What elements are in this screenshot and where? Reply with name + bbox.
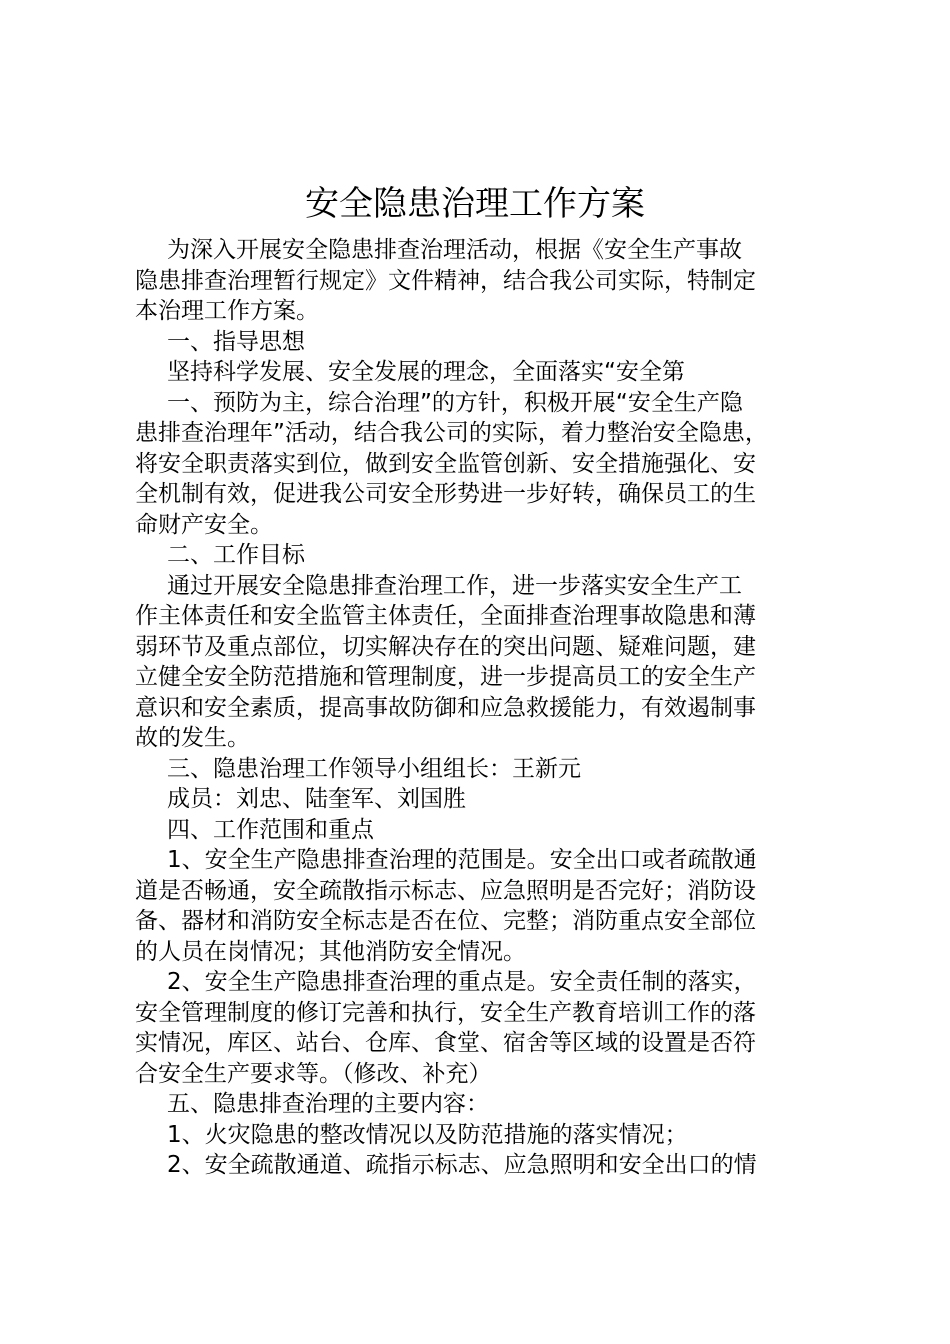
- text-line: 2、安全疏散通道、疏指示标志、应急照明和安全出口的情: [167, 1152, 757, 1178]
- text-line: 的人员在岗情况；其他消防安全情况。: [135, 938, 526, 965]
- text-line: 将安全职责落实到位，做到安全监管创新、安全措施强化、安: [135, 450, 756, 477]
- text-line: 作主体责任和安全监管主体责任，全面排查治理事故隐患和薄: [135, 603, 756, 629]
- text-line: 一、指导思想: [167, 328, 305, 355]
- text-line: 本治理工作方案。: [135, 298, 319, 324]
- text-line: 道是否畅通，安全疏散指示标志、应急照明是否完好；消防设: [135, 877, 756, 904]
- text-line: 实情况，库区、站台、仓库、食堂、宿舍等区域的设置是否符: [135, 1030, 756, 1056]
- text-line: 通过开展安全隐患排查治理工作，进一步落实安全生产工: [167, 572, 742, 599]
- text-line: 三、隐患治理工作领导小组组长：王新元: [167, 755, 581, 782]
- text-line: 立健全安全防范措施和管理制度，进一步提高员工的安全生产: [135, 664, 756, 690]
- text-line: 1、安全生产隐患排查治理的范围是。安全出口或者疏散通: [167, 847, 757, 873]
- text-line: 故的发生。: [135, 725, 250, 751]
- text-line: 为深入开展安全隐患排查治理活动，根据《安全生产事故: [167, 237, 742, 263]
- text-line: 隐患排查治理暂行规定》文件精神，结合我公司实际，特制定: [135, 267, 756, 294]
- text-line: 意识和安全素质，提高事故防御和应急救援能力，有效遏制事: [135, 694, 756, 721]
- text-line: 坚持科学发展、安全发展的理念，全面落实“安全第: [167, 359, 685, 385]
- text-line: 一、预防为主，综合治理”的方针，积极开展“安全生产隐: [167, 389, 743, 416]
- text-line: 五、隐患排查治理的主要内容：: [167, 1091, 489, 1117]
- text-line: 合安全生产要求等。（修改、补充）: [135, 1060, 492, 1087]
- text-line: 安全管理制度的修订完善和执行，安全生产教育培训工作的落: [135, 999, 756, 1026]
- text-line: 备、器材和消防安全标志是否在位、完整；消防重点安全部位: [135, 908, 756, 934]
- text-line: 四、工作范围和重点: [167, 816, 374, 843]
- document-title: 安全隐患治理工作方案: [305, 184, 645, 224]
- document-body: [135, 235, 825, 1181]
- text-line: 成员：刘忠、陆奎军、刘国胜: [167, 786, 466, 812]
- text-line: 全机制有效，促进我公司安全形势进一步好转，确保员工的生: [135, 481, 756, 507]
- text-line: 患排查治理年”活动，结合我公司的实际，着力整治安全隐患，: [135, 420, 768, 446]
- text-line: 二、工作目标: [167, 542, 305, 568]
- text-line: 2、安全生产隐患排查治理的重点是。安全责任制的落实，: [167, 969, 757, 995]
- text-line: 弱环节及重点部位，切实解决存在的突出问题、疑难问题，建: [135, 633, 756, 660]
- text-line: 1、火灾隐患的整改情况以及防范措施的落实情况；: [167, 1121, 688, 1148]
- text-line: 命财产安全。: [135, 511, 273, 538]
